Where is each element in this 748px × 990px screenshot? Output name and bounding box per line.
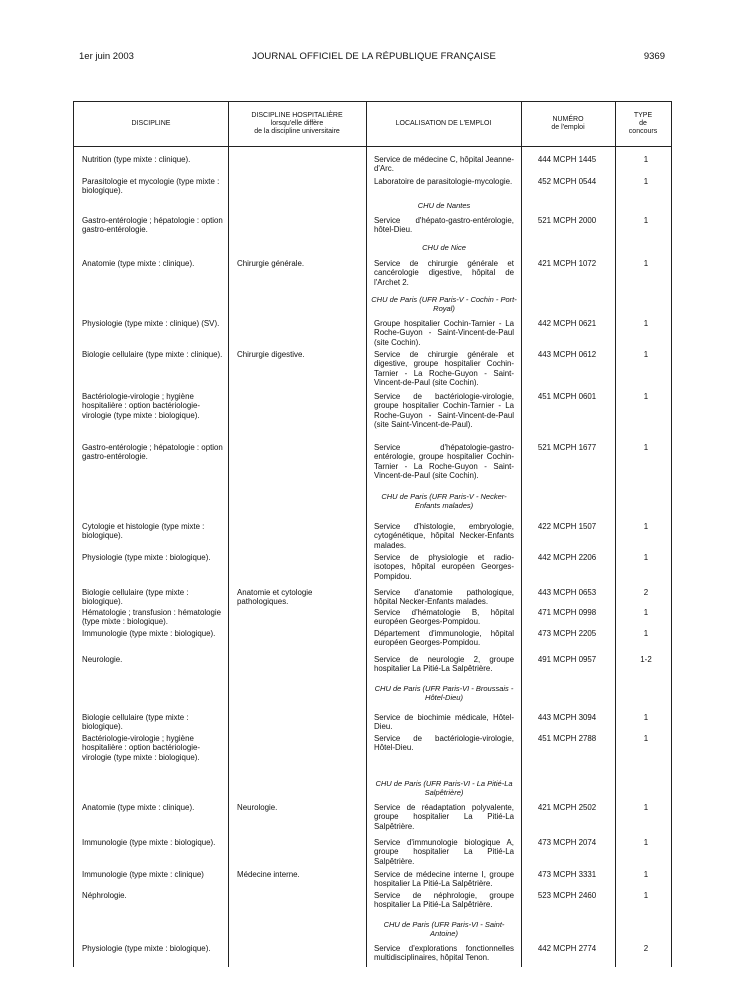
cell-localisation: Service de bactériologie-virologie, Hôtel-Dieu. bbox=[374, 734, 514, 753]
cell-discipline: Biologie cellulaire (type mixte : biologique). bbox=[82, 713, 189, 732]
cell-discipline: Gastro-entérologie ; hépatologie : option gastro-entérologie. bbox=[82, 216, 223, 235]
section-heading: CHU de Nantes bbox=[417, 201, 471, 210]
cell-localisation: Service d'histologie, embryologie, cytogénétique, hôpital Necker-Enfants malades. bbox=[374, 522, 514, 550]
cell-numero: 473 MCPH 2205 bbox=[537, 629, 597, 638]
cell-numero: 523 MCPH 2460 bbox=[537, 891, 597, 900]
cell-numero: 443 MCPH 0612 bbox=[537, 350, 597, 359]
col-header-hosp: DISCIPLINE HOSPITALIÈRE lorsqu'elle diffère de la discipline universitaire bbox=[251, 112, 343, 135]
cell-localisation: Service d'explorations fonctionnelles multidisciplinaires, hôpital Tenon. bbox=[374, 944, 514, 963]
cell-discipline: Bactériologie-virologie ; hygiène hospitalière : option bactériologie-virologie (type mixte : biologique). bbox=[82, 734, 200, 762]
cell-type: 1-2 bbox=[640, 655, 652, 664]
cell-numero: 451 MCPH 2788 bbox=[537, 734, 597, 743]
cell-localisation: Service d'hépato-gastro-entérologie, hôtel-Dieu. bbox=[374, 216, 514, 235]
cell-type: 1 bbox=[643, 713, 649, 722]
cell-localisation: Département d'immunologie, hôpital européen Georges-Pompidou. bbox=[374, 629, 514, 648]
cell-type: 1 bbox=[643, 734, 649, 743]
header-date: 1er juin 2003 bbox=[79, 51, 134, 62]
cell-type: 1 bbox=[643, 553, 649, 562]
cell-discipline: Anatomie (type mixte : clinique). bbox=[82, 803, 195, 812]
cell-type: 1 bbox=[643, 350, 649, 359]
cell-hosp-discipline: Chirurgie digestive. bbox=[237, 350, 305, 359]
section-heading: CHU de Paris (UFR Paris-VI - La Pitié-La Salpêtrière) bbox=[375, 779, 513, 797]
cell-localisation: Service de physiologie et radio-isotopes, hôpital européen Georges-Pompidou. bbox=[374, 553, 514, 581]
header-rule bbox=[74, 146, 671, 147]
section-heading: CHU de Paris (UFR Paris-V - Necker-Enfants malades) bbox=[381, 492, 507, 510]
column-divider bbox=[228, 102, 229, 967]
column-divider bbox=[366, 102, 367, 967]
col-header-type: TYPE de concours bbox=[628, 112, 658, 135]
cell-numero: 421 MCPH 2502 bbox=[537, 803, 597, 812]
section-heading: CHU de Paris (UFR Paris-V - Cochin - Port-Royal) bbox=[371, 295, 517, 313]
cell-numero: 452 MCPH 0544 bbox=[537, 177, 597, 186]
page-header bbox=[0, 51, 748, 65]
header-page-number: 9369 bbox=[643, 51, 665, 62]
cell-localisation: Groupe hospitalier Cochin-Tarnier - La Roche-Guyon - Saint-Vincent-de-Paul (site Cochin). bbox=[374, 319, 514, 347]
cell-localisation: Service de biochimie médicale, Hôtel-Dieu. bbox=[374, 713, 514, 732]
cell-discipline: Immunologie (type mixte : biologique). bbox=[82, 629, 216, 638]
cell-type: 2 bbox=[643, 588, 649, 597]
cell-discipline: Néphrologie. bbox=[82, 891, 127, 900]
col-header-numero: NUMÉRO de l'emploi bbox=[551, 116, 585, 131]
cell-type: 1 bbox=[643, 443, 649, 452]
cell-localisation: Service de neurologie 2, groupe hospitalier La Pitié-La Salpêtrière. bbox=[374, 655, 514, 674]
cell-type: 2 bbox=[643, 944, 649, 953]
cell-type: 1 bbox=[643, 177, 649, 186]
cell-discipline: Nutrition (type mixte : clinique). bbox=[82, 155, 191, 164]
cell-type: 1 bbox=[643, 891, 649, 900]
cell-discipline: Immunologie (type mixte : biologique). bbox=[82, 838, 216, 847]
cell-numero: 444 MCPH 1445 bbox=[537, 155, 597, 164]
cell-localisation: Service d'hématologie B, hôpital européen Georges-Pompidou. bbox=[374, 608, 514, 627]
cell-type: 1 bbox=[643, 216, 649, 225]
cell-localisation: Service d'hépatologie-gastro-entérologie, groupe hospitalier Cochin-Tarnier - La Roche-Guyon - Saint-Vincent-de-Paul (site Cochin). bbox=[374, 443, 514, 481]
cell-numero: 471 MCPH 0998 bbox=[537, 608, 597, 617]
cell-localisation: Service d'immunologie biologique A, groupe hospitalier La Pitié-La Salpêtrière. bbox=[374, 838, 514, 866]
cell-discipline: Immunologie (type mixte : clinique) bbox=[82, 870, 204, 879]
cell-numero: 422 MCPH 1507 bbox=[537, 522, 597, 531]
cell-discipline: Biologie cellulaire (type mixte : biologique). bbox=[82, 588, 189, 607]
col-header-localisation: LOCALISATION DE L'EMPLOI bbox=[395, 120, 492, 127]
cell-discipline: Biologie cellulaire (type mixte : clinique). bbox=[82, 350, 223, 359]
cell-type: 1 bbox=[643, 392, 649, 401]
section-heading: CHU de Paris (UFR Paris-VI - Broussais - Hôtel-Dieu) bbox=[374, 684, 514, 702]
cell-discipline: Physiologie (type mixte : clinique) (SV). bbox=[82, 319, 220, 328]
cell-hosp-discipline: Anatomie et cytologie pathologiques. bbox=[237, 588, 313, 607]
header-title: JOURNAL OFFICIEL DE LA RÉPUBLIQUE FRANÇAISE bbox=[252, 51, 496, 62]
cell-discipline: Neurologie. bbox=[82, 655, 123, 664]
cell-numero: 473 MCPH 2074 bbox=[537, 838, 597, 847]
cell-numero: 491 MCPH 0957 bbox=[537, 655, 597, 664]
cell-hosp-discipline: Chirurgie générale. bbox=[237, 259, 305, 268]
cell-localisation: Service de médecine interne I, groupe hospitalier La Pitié-La Salpêtrière. bbox=[374, 870, 514, 889]
cell-localisation: Service de bactériologie-virologie, groupe hospitalier Cochin-Tarnier - La Roche-Guyon - Saint-Vincent-de-Paul (site Saint-Vincent-de-Paul). bbox=[374, 392, 514, 430]
cell-localisation: Laboratoire de parasitologie-mycologie. bbox=[374, 177, 513, 186]
cell-discipline: Gastro-entérologie ; hépatologie : option gastro-entérologie. bbox=[82, 443, 223, 462]
section-heading: CHU de Paris (UFR Paris-VI - Saint-Antoine) bbox=[383, 920, 505, 938]
section-heading: CHU de Nice bbox=[422, 243, 466, 252]
cell-type: 1 bbox=[643, 522, 649, 531]
cell-numero: 442 MCPH 2206 bbox=[537, 553, 597, 562]
cell-type: 1 bbox=[643, 608, 649, 617]
cell-localisation: Service de chirurgie générale et digestive, groupe hospitalier Cochin-Tarnier - La Roche-Guyon - Saint-Vincent-de-Paul (site Cochin). bbox=[374, 350, 514, 388]
cell-discipline: Cytologie et histologie (type mixte : biologique). bbox=[82, 522, 205, 541]
col-header-discipline: DISCIPLINE bbox=[131, 120, 171, 127]
cell-localisation: Service de réadaptation polyvalente, groupe hospitalier La Pitié-La Salpêtrière. bbox=[374, 803, 514, 831]
cell-numero: 521 MCPH 1677 bbox=[537, 443, 597, 452]
cell-discipline: Physiologie (type mixte : biologique). bbox=[82, 553, 211, 562]
cell-localisation: Service de médecine C, hôpital Jeanne-d'Arc. bbox=[374, 155, 514, 174]
cell-type: 1 bbox=[643, 870, 649, 879]
cell-type: 1 bbox=[643, 803, 649, 812]
cell-numero: 442 MCPH 2774 bbox=[537, 944, 597, 953]
cell-numero: 443 MCPH 3094 bbox=[537, 713, 597, 722]
cell-discipline: Bactériologie-virologie ; hygiène hospitalière : option bactériologie-virologie (type mixte : biologique). bbox=[82, 392, 200, 420]
column-divider bbox=[615, 102, 616, 967]
cell-numero: 473 MCPH 3331 bbox=[537, 870, 597, 879]
cell-numero: 443 MCPH 0653 bbox=[537, 588, 597, 597]
cell-numero: 521 MCPH 2000 bbox=[537, 216, 597, 225]
cell-type: 1 bbox=[643, 259, 649, 268]
cell-localisation: Service d'anatomie pathologique, hôpital Necker-Enfants malades. bbox=[374, 588, 514, 607]
cell-numero: 421 MCPH 1072 bbox=[537, 259, 597, 268]
cell-discipline: Parasitologie et mycologie (type mixte : biologique). bbox=[82, 177, 220, 196]
cell-discipline: Hématologie ; transfusion : hématologie (type mixte : biologique). bbox=[82, 608, 222, 627]
cell-type: 1 bbox=[643, 155, 649, 164]
cell-type: 1 bbox=[643, 838, 649, 847]
cell-localisation: Service de chirurgie générale et cancérologie digestive, hôpital de l'Archet 2. bbox=[374, 259, 514, 287]
cell-discipline: Physiologie (type mixte : biologique). bbox=[82, 944, 211, 953]
cell-numero: 451 MCPH 0601 bbox=[537, 392, 597, 401]
cell-numero: 442 MCPH 0621 bbox=[537, 319, 597, 328]
cell-type: 1 bbox=[643, 629, 649, 638]
cell-hosp-discipline: Neurologie. bbox=[237, 803, 278, 812]
cell-hosp-discipline: Médecine interne. bbox=[237, 870, 300, 879]
cell-localisation: Service de néphrologie, groupe hospitalier La Pitié-La Salpêtrière. bbox=[374, 891, 514, 910]
cell-type: 1 bbox=[643, 319, 649, 328]
positions-table bbox=[73, 101, 672, 967]
cell-discipline: Anatomie (type mixte : clinique). bbox=[82, 259, 195, 268]
